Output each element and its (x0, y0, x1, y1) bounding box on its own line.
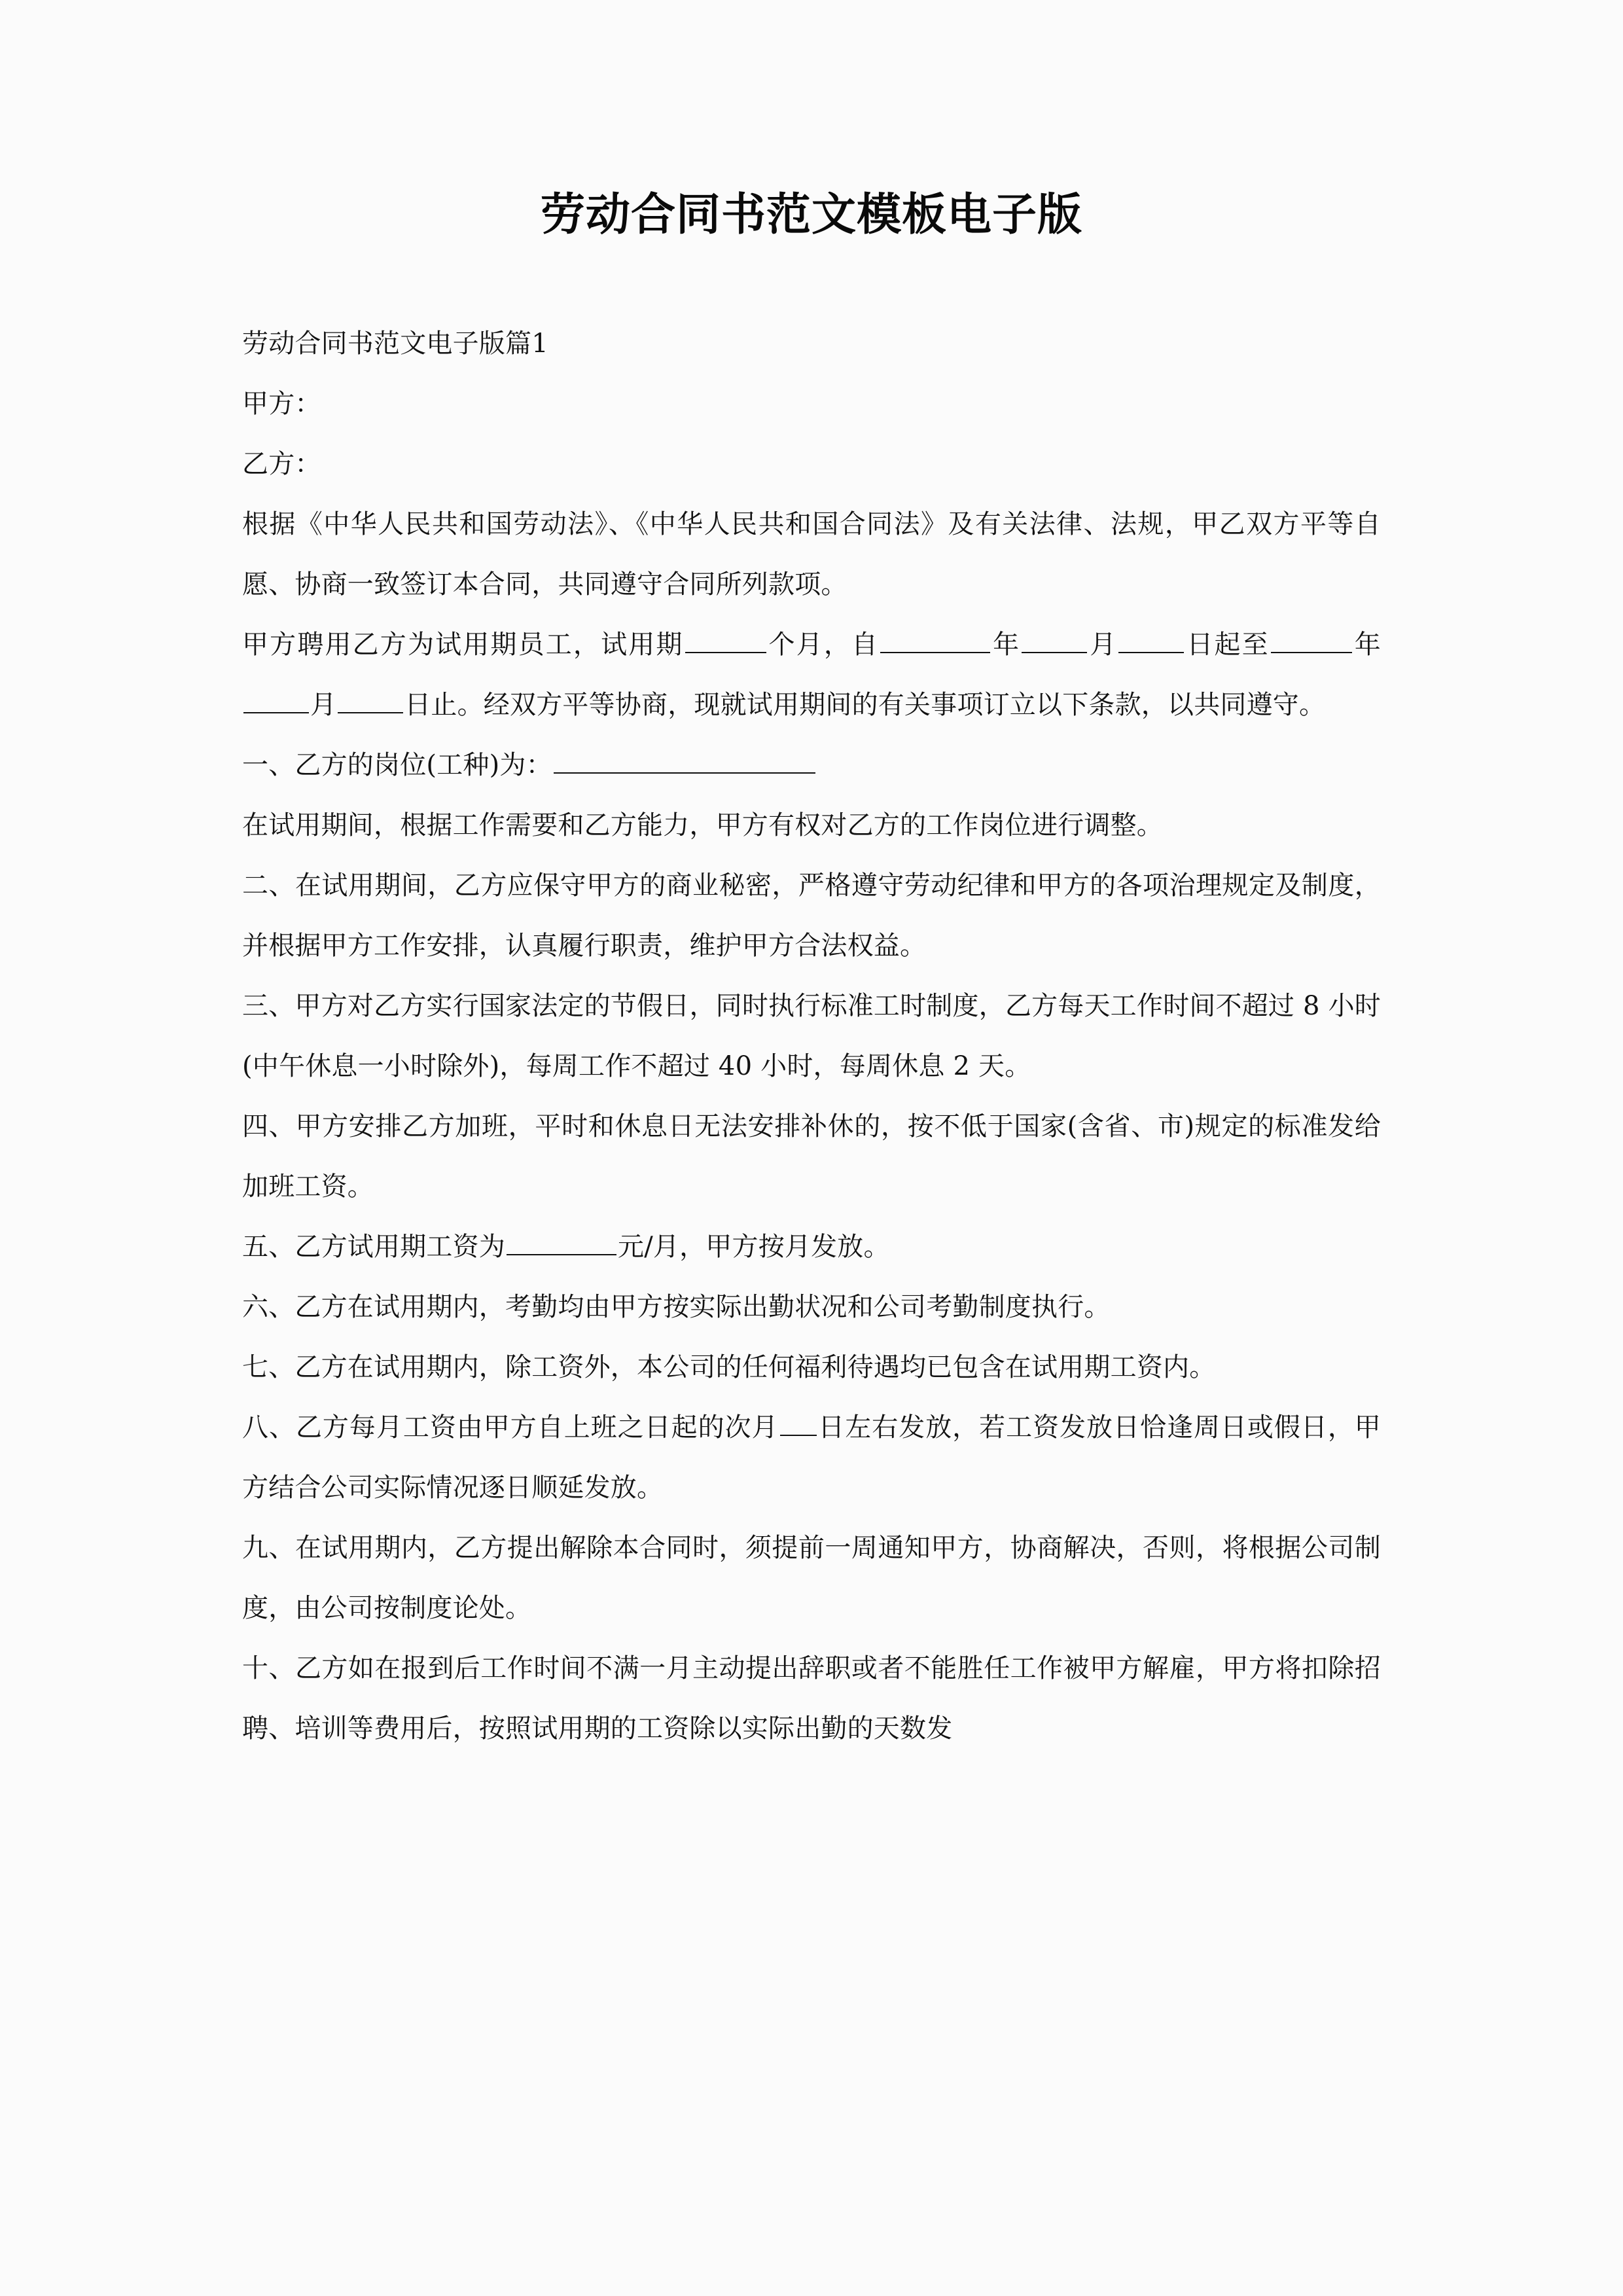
clause-7 (242, 1337, 1381, 1397)
party-b-label: 乙方： (242, 449, 321, 479)
preamble-legal-basis-text: 根据《中华人民共和国劳动法》、《中华人民共和国合同法》及有关法律、法规，甲乙双方平等自愿、协商一致签订本合同，共同遵守合同所列款项。 (242, 509, 1381, 600)
clause-1-followup-text: 在试用期间，根据工作需要和乙方能力，甲方有权对乙方的工作岗位进行调整。 (242, 810, 1163, 840)
start-day-blank[interactable] (1118, 627, 1184, 653)
clause-1-text: 乙方的岗位(工种)为： (294, 750, 552, 780)
preamble-hire-terms (242, 615, 1381, 735)
clause-5-marker: 五、 (242, 1232, 295, 1262)
probation-salary-blank[interactable] (507, 1229, 616, 1255)
end-month-blank[interactable] (243, 687, 309, 713)
clause-10-marker: 十、 (242, 1653, 295, 1683)
position-blank[interactable] (554, 747, 815, 774)
clause-4 (242, 1096, 1381, 1217)
end-year-blank[interactable] (1271, 627, 1352, 653)
document-body (242, 314, 1381, 1759)
clause-1-followup (242, 795, 1381, 855)
clause-2 (242, 855, 1381, 976)
party-a-line (242, 374, 1381, 434)
clause-6 (242, 1277, 1381, 1337)
payday-blank[interactable] (780, 1410, 817, 1436)
start-month-blank[interactable] (1022, 627, 1087, 653)
clause-4-text: 甲方安排乙方加班，平时和休息日无法安排补休的，按不低于国家(含省、市)规定的标准发给加班工资。 (242, 1111, 1381, 1202)
party-a-label: 甲方： (242, 389, 321, 419)
start-year-blank[interactable] (880, 627, 990, 653)
clause-2-marker: 二、 (242, 870, 295, 901)
clause-9-marker: 九、 (242, 1533, 295, 1563)
preamble-legal-basis (242, 494, 1381, 615)
clause-5-text-after: 元/月，甲方按月发放。 (618, 1232, 890, 1262)
clause-10 (242, 1638, 1381, 1759)
hire-text-8: 日止。经双方平等协商，现就试用期间的有关事项订立以下条款，以共同遵守。 (404, 690, 1326, 720)
clause-8-marker: 八、 (242, 1412, 296, 1443)
probation-months-blank[interactable] (685, 627, 766, 653)
end-day-blank[interactable] (338, 687, 403, 713)
clause-7-marker: 七、 (242, 1352, 295, 1382)
hire-text-2: 个月，自 (767, 630, 880, 660)
party-b-line (242, 434, 1381, 494)
hire-text-1: 甲方聘用乙方为试用期员工，试用期 (242, 630, 684, 660)
clause-6-text: 乙方在试用期内，考勤均由甲方按实际出勤状况和公司考勤制度执行。 (294, 1292, 1111, 1322)
hire-text-5: 日起至 (1185, 630, 1270, 660)
subheading-text: 劳动合同书范文电子版篇1 (242, 329, 548, 359)
clause-8 (242, 1397, 1381, 1518)
clause-5-text: 乙方试用期工资为 (294, 1232, 506, 1262)
clause-9-text: 在试用期内，乙方提出解除本合同时，须提前一周通知甲方，协商解决，否则，将根据公司制度，由公司按制度论处。 (242, 1533, 1381, 1623)
clause-2-text: 在试用期间，乙方应保守甲方的商业秘密，严格遵守劳动纪律和甲方的各项治理规定及制度，并根据甲方工作安排，认真履行职责，维护甲方合法权益。 (242, 870, 1381, 961)
clause-1-marker: 一、 (242, 750, 295, 780)
clause-1 (242, 735, 1381, 795)
clause-7-text: 乙方在试用期内，除工资外，本公司的任何福利待遇均已包含在试用期工资内。 (294, 1352, 1216, 1382)
hire-text-3: 年 (991, 630, 1021, 660)
subheading (242, 314, 1381, 374)
clause-9 (242, 1518, 1381, 1638)
hire-text-7: 月 (310, 690, 337, 720)
page-title: 劳动合同书范文模板电子版 (540, 188, 1082, 241)
clause-8-text-after: 日左右发放，若工资发放日恰逢周日或假日，甲方结合公司实际情况逐日顺延发放。 (242, 1412, 1381, 1503)
clause-3 (242, 976, 1381, 1096)
hire-text-6: 年 (1353, 630, 1382, 660)
clause-8-text: 乙方每月工资由甲方自上班之日起的次月 (295, 1412, 779, 1443)
clause-4-marker: 四、 (242, 1111, 296, 1141)
clause-5 (242, 1217, 1381, 1277)
clause-3-text: 甲方对乙方实行国家法定的节假日，同时执行标准工时制度，乙方每天工作时间不超过 8 小时(中午休息一小时除外)，每周工作不超过 40 小时，每周休息 2 天。 (242, 991, 1381, 1081)
clause-10-text: 乙方如在报到后工作时间不满一月主动提出辞职或者不能胜任工作被甲方解雇，甲方将扣除招聘、培训等费用后，按照试用期的工资除以实际出勤的天数发 (242, 1653, 1381, 1744)
clause-6-marker: 六、 (242, 1292, 295, 1322)
hire-text-4: 月 (1088, 630, 1118, 660)
clause-3-marker: 三、 (242, 991, 295, 1021)
